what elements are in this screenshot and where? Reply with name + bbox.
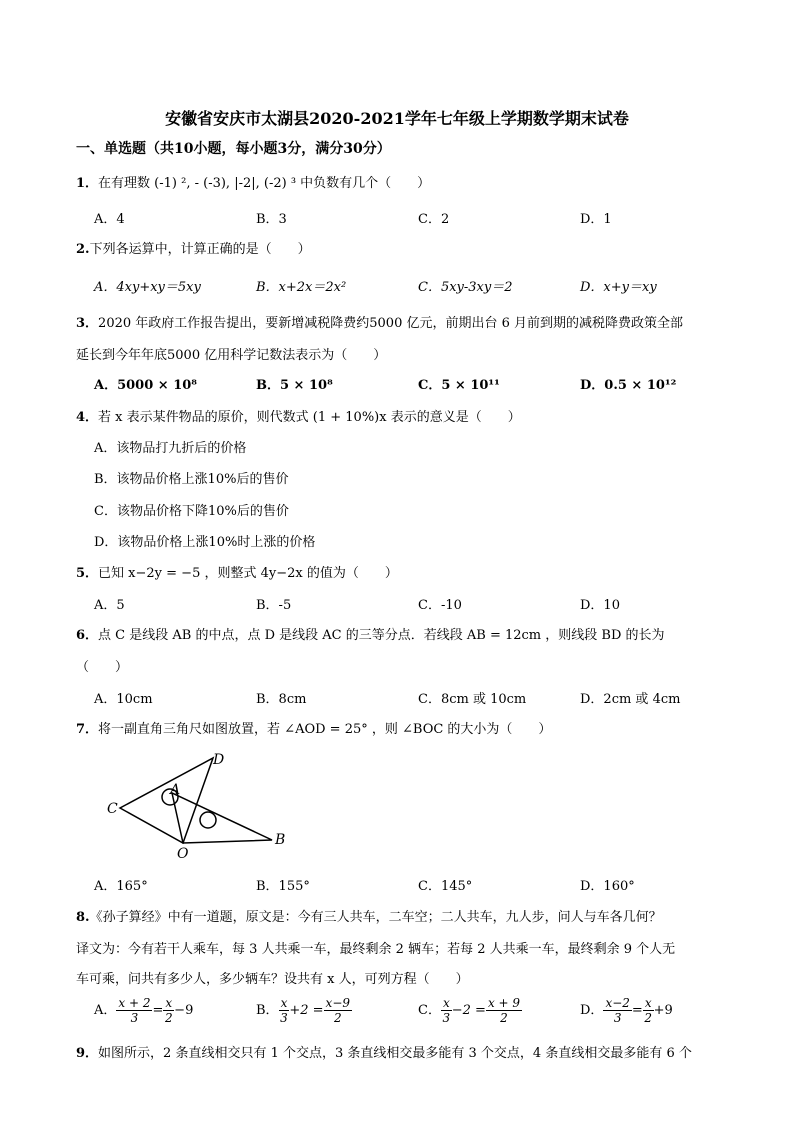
option-b: B．155° bbox=[256, 879, 310, 894]
option-d: D．1 bbox=[580, 212, 612, 227]
option-c: C．2 bbox=[418, 212, 450, 227]
option-d: D．10 bbox=[580, 598, 620, 613]
label-c: C bbox=[107, 801, 118, 817]
option-d: D． $\frac{x-2}{3}$ = $\frac{x}{2}$ +9 bbox=[580, 996, 673, 1025]
question-number: 4． bbox=[76, 410, 99, 425]
option-a: A． $\frac{x + 2}{3}$ = $\frac{x}{2}$ −9 bbox=[94, 996, 194, 1025]
option-c: C．-10 bbox=[418, 598, 462, 613]
option-d: D．0.5 × 10¹² bbox=[580, 378, 677, 393]
option-c: C． $\frac{x}{3}$ −2 = $\frac{x + 9}{2}$ bbox=[418, 996, 521, 1025]
question-text: 若 x 表示某件物品的原价，则代数式 (1 + 10%)x 表示的意义是（ ） bbox=[98, 410, 521, 425]
question-6-line-2: （ ） bbox=[76, 660, 129, 675]
option-c: C．145° bbox=[418, 879, 473, 894]
question-8 bbox=[76, 906, 736, 925]
question-text: 如图所示，2 条直线相交只有 1 个交点，3 条直线相交最多能有 3 个交点，4 条直线相交最多能有 6 个 bbox=[98, 1046, 692, 1061]
question-6 bbox=[76, 624, 736, 643]
option-c: C．5xy-3xy＝2 bbox=[418, 280, 513, 295]
option-b: B．3 bbox=[256, 212, 287, 227]
option-c: C．5 × 10¹¹ bbox=[418, 378, 500, 393]
question-5 bbox=[76, 562, 736, 581]
question-number: 2. bbox=[76, 242, 90, 257]
label-d: D bbox=[213, 752, 225, 768]
question-number: 5． bbox=[76, 566, 99, 581]
question-number: 1． bbox=[76, 176, 99, 191]
option-b: B．-5 bbox=[256, 598, 292, 613]
question-text-line-1: 2020 年政府工作报告提出，要新增减税降费约5000 亿元，前期出台 6 月前到期的减税降费政策全部 bbox=[98, 316, 684, 331]
option-b: B． $\frac{x}{3}$ +2 = $\frac{x-9}{2}$ bbox=[256, 996, 351, 1025]
question-number: 9． bbox=[76, 1046, 99, 1061]
option-d: D．2cm 或 4cm bbox=[580, 692, 681, 707]
option-a: A．10cm bbox=[94, 692, 153, 707]
question-text-line-1: 《孙子算经》中有一道题，原文是：今有三人共车，二车空；二人共车，九人步，问人与车各几何？ bbox=[89, 910, 662, 925]
option-d: D．x+y＝xy bbox=[580, 280, 657, 295]
option-a: A．5 bbox=[94, 598, 125, 613]
question-number: 3． bbox=[76, 316, 99, 331]
label-a: A bbox=[170, 782, 181, 798]
set-square-left bbox=[120, 758, 213, 843]
label-o: O bbox=[177, 846, 189, 862]
question-number: 6． bbox=[76, 628, 99, 643]
label-b: B bbox=[275, 832, 286, 848]
option-c: C．该物品价格下降10%后的售价 bbox=[94, 504, 289, 519]
question-text: 将一副直角三角尺如图放置，若 ∠AOD = 25° ，则 ∠BOC 的大小为（ ） bbox=[98, 722, 552, 737]
option-a: A．4xy+xy＝5xy bbox=[94, 280, 201, 295]
question-number: 8. bbox=[76, 910, 90, 925]
question-number: 7． bbox=[76, 722, 99, 737]
question-3-line-2: 延长到今年年底5000 亿用科学记数法表示为（ ） bbox=[76, 348, 387, 363]
question-text: 在有理数 (-1) ², - (-3), |-2|, (-2) ³ 中负数有几个（ ） bbox=[98, 176, 431, 191]
option-b: B．5 × 10⁸ bbox=[256, 378, 333, 393]
question-3 bbox=[76, 312, 736, 331]
question-8-line-3: 车可乘，问共有多少人，多少辆车？设共有 x 人，可列方程（ ） bbox=[76, 972, 469, 987]
option-c: C．8cm 或 10cm bbox=[418, 692, 527, 707]
set-square-right bbox=[172, 793, 272, 843]
option-b: B．x+2x＝2x² bbox=[256, 280, 347, 295]
question-text: 已知 x−2y = −5 ，则整式 4y−2x 的值为（ ） bbox=[98, 566, 398, 581]
option-d: D．该物品价格上涨10%时上涨的价格 bbox=[94, 535, 316, 550]
option-a: A．该物品打九折后的价格 bbox=[94, 441, 247, 456]
option-a: A．5000 × 10⁸ bbox=[94, 378, 197, 393]
option-b: B．8cm bbox=[256, 692, 307, 707]
option-b: B．该物品价格上涨10%后的售价 bbox=[94, 472, 289, 487]
question-text: 下列各运算中，计算正确的是（ ） bbox=[89, 242, 311, 257]
question-4 bbox=[76, 406, 736, 425]
page-title: 安徽省安庆市太湖县2020-2021学年七年级上学期数学期末试卷 bbox=[165, 109, 629, 128]
question-8-line-2: 译文为：今有若干人乘车，每 3 人共乘一车，最终剩余 2 辆车；若每 2 人共乘一车，最终剩余 9 个人无 bbox=[76, 942, 676, 957]
option-d: D．160° bbox=[580, 879, 635, 894]
option-a: A．4 bbox=[94, 212, 125, 227]
triangle-rulers-figure bbox=[100, 746, 300, 864]
section-heading: 一、单选题（共10小题，每小题3分，满分30分） bbox=[76, 141, 391, 157]
question-7 bbox=[76, 718, 736, 737]
question-2 bbox=[76, 238, 736, 257]
hole-right bbox=[200, 812, 216, 828]
question-text-line-1: 点 C 是线段 AB 的中点，点 D 是线段 AC 的三等分点．若线段 AB = 12cm ，则线段 BD 的长为 bbox=[98, 628, 665, 643]
option-a: A．165° bbox=[94, 879, 148, 894]
question-1 bbox=[76, 172, 736, 191]
question-9 bbox=[76, 1042, 736, 1061]
